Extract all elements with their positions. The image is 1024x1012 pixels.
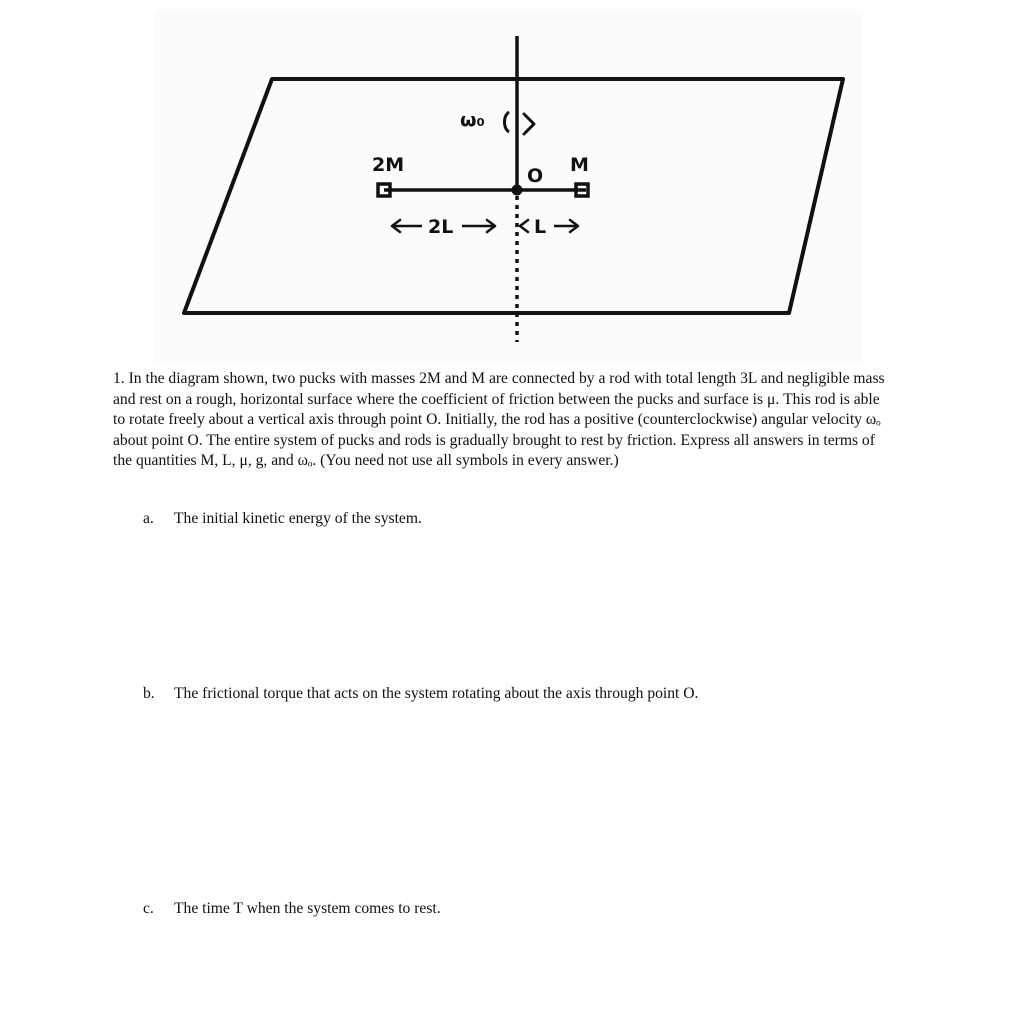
part-a-text: The initial kinetic energy of the system. bbox=[174, 510, 422, 527]
counterclockwise-arrow-icon bbox=[505, 112, 510, 132]
part-b-letter: b. bbox=[143, 685, 155, 702]
pivot-label: O bbox=[527, 165, 544, 187]
mass-right-label: M bbox=[570, 154, 589, 176]
omega-label: ω₀ bbox=[460, 109, 485, 131]
part-c bbox=[143, 899, 441, 919]
part-a bbox=[143, 509, 422, 529]
diagram bbox=[0, 0, 1024, 365]
rotating-rod-diagram bbox=[0, 0, 1024, 365]
part-c-text: The time T when the system comes to rest. bbox=[174, 900, 441, 917]
pivot-point bbox=[512, 185, 523, 196]
pivot-left-arrowhead-icon bbox=[520, 220, 528, 232]
arrowhead-icon bbox=[524, 114, 534, 134]
mass-left-label: 2M bbox=[372, 154, 405, 176]
part-b-text: The frictional torque that acts on the system rotating about the axis through point O. bbox=[174, 685, 699, 702]
part-c-letter: c. bbox=[143, 900, 154, 917]
left-length-label: 2L bbox=[428, 216, 454, 238]
part-b bbox=[143, 684, 698, 704]
horizontal-surface bbox=[184, 79, 843, 313]
part-a-letter: a. bbox=[143, 510, 154, 527]
problem-statement: 1. In the diagram shown, two pucks with masses 2M and M are connected by a rod with total length 3L and negligible mass and rest on a rough, horizontal surface where the coefficient of friction between the pucks and surface is μ. This rod is able to rotate freely about a vertical axis through point O. Initially, the rod has a positive (counterclockwise) angular velocity ωₒ about point O. The entire system of pucks and rods is gradually brought to rest by friction. Express all answers in terms of the quantities M, L, μ, g, and ωₒ. (You need not use all symbols in every answer.) bbox=[113, 370, 885, 469]
right-length-label: L bbox=[534, 216, 547, 238]
